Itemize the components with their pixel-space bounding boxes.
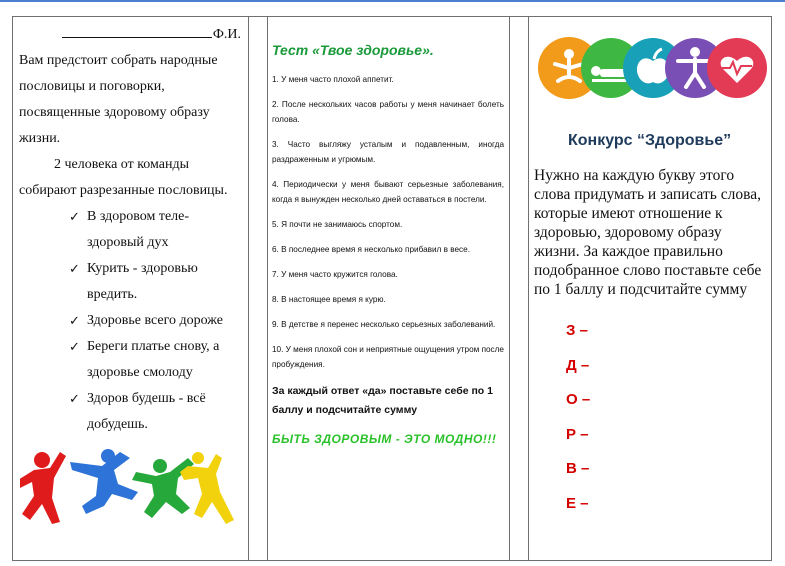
test-title: Тест «Твое здоровье». <box>272 42 434 58</box>
question-item: 10. У меня плохой сон и неприятные ощущения утром после пробуждения. <box>272 345 504 369</box>
scoring-instruction: За каждый ответ «да» поставьте себе по 1 баллу и подсчитайте сумму <box>272 385 493 416</box>
question-item: 1. У меня часто плохой аппетит. <box>272 75 394 84</box>
intro-text: Вам предстоит собрать народные пословицы и поговорки, посвященные здоровому образу жизни. <box>19 53 218 146</box>
fold-line-4 <box>528 16 529 560</box>
check-icon: ✓ <box>69 313 80 328</box>
fold-line-1 <box>248 16 249 560</box>
fio-label: Ф.И. <box>212 27 241 42</box>
check-icon: ✓ <box>69 339 80 354</box>
left-panel <box>19 22 247 438</box>
letter-line[interactable]: В – <box>566 460 590 477</box>
fio-line[interactable] <box>19 22 247 48</box>
letter-line[interactable]: О – <box>566 391 591 408</box>
question-item: 7. У меня часто кружится голова. <box>272 270 398 279</box>
fold-line-3 <box>509 16 510 560</box>
contest-task: Нужно на каждую букву этого слова придумать и записать слова, которые имеют отношение к здоровью, здоровому образу жизни. За каждое правильно подобранное слово поставьте себе по 1 баллу и подсчитайте сумму <box>534 167 762 298</box>
question-item: 2. После нескольких часов работы у меня начинает болеть голова. <box>272 100 504 124</box>
check-icon: ✓ <box>69 391 80 406</box>
question-item: 5. Я почти не занимаюсь спортом. <box>272 220 403 229</box>
fio-blank[interactable] <box>62 25 212 38</box>
slogan: БЫТЬ ЗДОРОВЫМ - ЭТО МОДНО!!! <box>272 432 497 446</box>
list-item <box>69 256 247 308</box>
proverb-text: Курить - здоровью вредить. <box>87 261 198 302</box>
health-icons-banner <box>538 37 768 99</box>
proverb-text: Здоровье всего дороже <box>87 313 223 328</box>
question-item: 6. В последнее время я несколько прибавил в весе. <box>272 245 470 254</box>
heart-pulse-icon <box>707 38 767 98</box>
contest-title: Конкурс “Здоровье” <box>568 132 732 149</box>
question-item: 4. Периодически у меня бывают серьезные заболевания, когда я вынужден несколько дней оставаться в постели. <box>272 180 504 204</box>
question-item: 9. В детстве я перенес несколько серьезных заболеваний. <box>272 320 496 329</box>
question-item: 8. В настоящее время я курю. <box>272 295 386 304</box>
proverb-text: В здоровом теле- здоровый дух <box>87 209 190 250</box>
letter-line[interactable]: Е – <box>566 494 589 512</box>
letter-line[interactable]: Д – <box>566 356 590 374</box>
proverb-text: Береги платье снову, а здоровье смолоду <box>87 339 220 380</box>
zdorovie-letters <box>566 322 590 529</box>
proverb-list <box>19 204 247 438</box>
list-item <box>69 334 247 386</box>
list-item <box>69 308 247 334</box>
check-icon: ✓ <box>69 261 80 276</box>
proverb-text: Здоров будешь - всё добудешь. <box>87 391 206 432</box>
check-icon: ✓ <box>69 209 80 224</box>
list-item <box>69 204 247 256</box>
team-note: 2 человека от команды собирают разрезанные пословицы. <box>19 157 228 198</box>
middle-panel <box>272 42 504 446</box>
question-item: 3. Часто выгляжу усталым и подавленным, иногда раздраженным и угрюмым. <box>272 140 504 164</box>
jumping-people-illustration <box>20 448 240 530</box>
letter-line[interactable]: З – <box>566 322 588 339</box>
list-item <box>69 386 247 438</box>
fold-line-2 <box>267 16 268 560</box>
letter-line[interactable]: Р – <box>566 425 589 443</box>
window-top-accent <box>0 0 785 2</box>
